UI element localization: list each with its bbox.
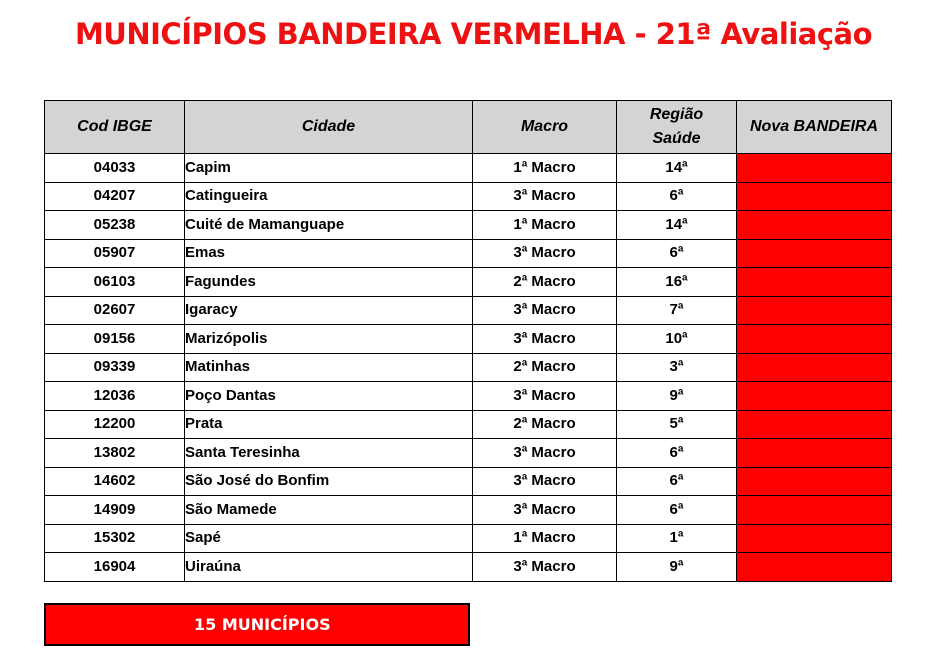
cell-cod-ibge: 04207	[45, 182, 185, 211]
cell-nova-bandeira-red-flag	[737, 382, 892, 411]
table-row	[45, 524, 892, 553]
cell-cod-ibge: 09156	[45, 325, 185, 354]
cell-macro: 3ª Macro	[473, 239, 617, 268]
cell-regiao-saude: 3ª	[617, 353, 737, 382]
cell-cod-ibge: 14909	[45, 496, 185, 525]
cell-cod-ibge: 14602	[45, 467, 185, 496]
cell-regiao-saude: 9ª	[617, 553, 737, 582]
municipios-table	[44, 100, 892, 582]
cell-regiao-saude: 14ª	[617, 211, 737, 240]
cell-cidade: Cuité de Mamanguape	[185, 211, 473, 240]
cell-nova-bandeira-red-flag	[737, 239, 892, 268]
cell-regiao-saude: 6ª	[617, 239, 737, 268]
table-row	[45, 496, 892, 525]
cell-regiao-saude: 6ª	[617, 439, 737, 468]
cell-regiao-saude: 6ª	[617, 496, 737, 525]
cell-macro: 3ª Macro	[473, 496, 617, 525]
cell-cod-ibge: 16904	[45, 553, 185, 582]
cell-macro: 2ª Macro	[473, 410, 617, 439]
table-row	[45, 268, 892, 297]
cell-cidade: Sapé	[185, 524, 473, 553]
cell-cidade: Emas	[185, 239, 473, 268]
cell-nova-bandeira-red-flag	[737, 296, 892, 325]
cell-nova-bandeira-red-flag	[737, 268, 892, 297]
table-row	[45, 553, 892, 582]
cell-cidade: São José do Bonfim	[185, 467, 473, 496]
cell-macro: 3ª Macro	[473, 382, 617, 411]
cell-nova-bandeira-red-flag	[737, 410, 892, 439]
cell-cidade: Matinhas	[185, 353, 473, 382]
cell-regiao-saude: 9ª	[617, 382, 737, 411]
cell-macro: 3ª Macro	[473, 467, 617, 496]
header-regiao-saude	[617, 101, 737, 154]
table-row	[45, 182, 892, 211]
cell-macro: 3ª Macro	[473, 439, 617, 468]
page-title: MUNICÍPIOS BANDEIRA VERMELHA - 21ª Avaliação	[74, 17, 873, 51]
cell-cod-ibge: 15302	[45, 524, 185, 553]
cell-cidade: Fagundes	[185, 268, 473, 297]
cell-cidade: Prata	[185, 410, 473, 439]
municipios-count-box	[44, 603, 470, 646]
cell-macro: 3ª Macro	[473, 182, 617, 211]
header-cod-ibge: Cod IBGE	[45, 101, 185, 154]
cell-cod-ibge: 12200	[45, 410, 185, 439]
table-row	[45, 382, 892, 411]
table-row	[45, 211, 892, 240]
cell-regiao-saude: 5ª	[617, 410, 737, 439]
cell-cod-ibge: 05238	[45, 211, 185, 240]
table-row	[45, 239, 892, 268]
cell-macro: 1ª Macro	[473, 211, 617, 240]
cell-nova-bandeira-red-flag	[737, 325, 892, 354]
cell-regiao-saude: 10ª	[617, 325, 737, 354]
cell-regiao-saude: 16ª	[617, 268, 737, 297]
cell-regiao-saude: 14ª	[617, 154, 737, 183]
cell-nova-bandeira-red-flag	[737, 353, 892, 382]
cell-cod-ibge: 09339	[45, 353, 185, 382]
header-regiao-saude-label: Região Saúde	[649, 106, 704, 147]
cell-nova-bandeira-red-flag	[737, 496, 892, 525]
cell-macro: 3ª Macro	[473, 296, 617, 325]
cell-cidade: Igaracy	[185, 296, 473, 325]
table-row	[45, 353, 892, 382]
header-nova-bandeira: Nova BANDEIRA	[737, 101, 892, 154]
table-row	[45, 439, 892, 468]
cell-cidade: Catingueira	[185, 182, 473, 211]
cell-regiao-saude: 6ª	[617, 467, 737, 496]
cell-cidade: Uiraúna	[185, 553, 473, 582]
cell-nova-bandeira-red-flag	[737, 553, 892, 582]
cell-macro: 3ª Macro	[473, 325, 617, 354]
cell-cidade: Capim	[185, 154, 473, 183]
cell-macro: 2ª Macro	[473, 353, 617, 382]
cell-cidade: São Mamede	[185, 496, 473, 525]
cell-nova-bandeira-red-flag	[737, 211, 892, 240]
cell-nova-bandeira-red-flag	[737, 524, 892, 553]
cell-nova-bandeira-red-flag	[737, 154, 892, 183]
cell-cod-ibge: 12036	[45, 382, 185, 411]
cell-cod-ibge: 05907	[45, 239, 185, 268]
table-row	[45, 296, 892, 325]
table-header-row	[45, 101, 892, 154]
cell-regiao-saude: 6ª	[617, 182, 737, 211]
cell-cod-ibge: 02607	[45, 296, 185, 325]
table-row	[45, 467, 892, 496]
cell-macro: 3ª Macro	[473, 553, 617, 582]
cell-regiao-saude: 1ª	[617, 524, 737, 553]
cell-nova-bandeira-red-flag	[737, 182, 892, 211]
cell-cidade: Marizópolis	[185, 325, 473, 354]
municipios-count-label: 15 MUNICÍPIOS	[194, 615, 331, 634]
cell-nova-bandeira-red-flag	[737, 439, 892, 468]
table-row	[45, 154, 892, 183]
table-body	[45, 154, 892, 582]
cell-macro: 1ª Macro	[473, 154, 617, 183]
cell-cod-ibge: 13802	[45, 439, 185, 468]
cell-macro: 1ª Macro	[473, 524, 617, 553]
cell-cidade: Santa Teresinha	[185, 439, 473, 468]
cell-regiao-saude: 7ª	[617, 296, 737, 325]
cell-cod-ibge: 04033	[45, 154, 185, 183]
cell-cod-ibge: 06103	[45, 268, 185, 297]
cell-nova-bandeira-red-flag	[737, 467, 892, 496]
table-row	[45, 410, 892, 439]
header-macro: Macro	[473, 101, 617, 154]
cell-macro: 2ª Macro	[473, 268, 617, 297]
header-cidade: Cidade	[185, 101, 473, 154]
table-row	[45, 325, 892, 354]
cell-cidade: Poço Dantas	[185, 382, 473, 411]
